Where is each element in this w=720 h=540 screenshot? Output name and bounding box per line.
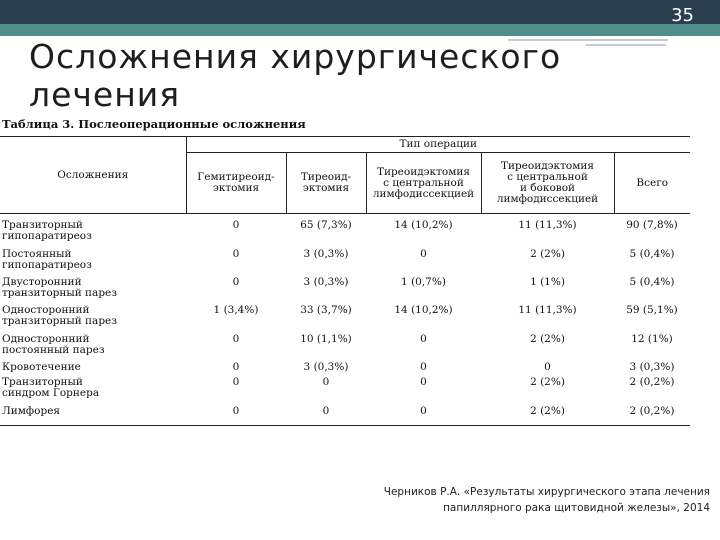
table-cell: 12 (1%) [631,332,673,345]
table-cell: 2 (0,2%) [614,406,690,426]
table-cell: 14 (10,2%) [394,303,453,316]
column-header: Тиреоид- эктомия [286,153,366,214]
table-cell: 0 [286,406,366,426]
table-cell: 0 [232,375,240,388]
table-cell: 0 [232,360,240,373]
complication-name: Односторонний постоянный парез [2,332,105,356]
table-cell: 5 (0,4%) [629,247,675,260]
table-row [0,305,690,334]
row-header: Осложнения [0,137,186,214]
table-cell: 2 (2%) [481,406,614,426]
table-cell: 0 [366,406,481,426]
table-cell: 2 (0,2%) [629,375,675,388]
table-cell: 3 (0,3%) [303,275,349,288]
table-cell: 33 (3,7%) [300,303,352,316]
complication-name: Лимфорея [0,406,186,426]
table-cell: 90 (7,8%) [626,219,678,231]
accent-band [0,24,720,36]
table-cell: 0 [232,247,240,260]
table-cell: 3 (0,3%) [303,247,349,260]
table-row [0,406,690,426]
table-cell: 10 (1,1%) [300,332,352,345]
table-cell: 0 [544,360,551,373]
slide-number: 35 [671,5,694,26]
table-cell: 0 [420,360,427,373]
table-cell: 0 [186,406,286,426]
table-cell: 0 [322,375,330,388]
table-cell: 14 (10,2%) [394,219,453,231]
group-header: Тип операции [186,137,690,153]
column-header: Гемитиреоид- эктомия [186,153,286,214]
table-row [0,377,690,406]
table-cell: 1 (1%) [530,275,565,288]
table-cell: 2 (2%) [530,332,565,345]
table-cell: 65 (7,3%) [300,219,352,231]
table-cell: 0 [420,332,427,345]
complication-name: Кровотечение [2,360,81,373]
table-cell: 0 [420,247,427,260]
table-row [0,277,690,305]
table-cell: 3 (0,3%) [303,360,349,373]
column-header: Тиреоидэктомия с центральной лимфодиссекцией [366,153,481,214]
slide-title: Осложнения хирургического лечения [29,37,562,114]
table-cell: 0 [232,275,240,288]
complication-name: Транзиторный гипопаратиреоз [2,219,92,242]
complication-name: Постоянный гипопаратиреоз [2,247,92,271]
header-band [0,0,720,24]
table-caption: Таблица 3. Послеоперационные осложнения [2,117,306,131]
table-cell: 11 (11,3%) [518,303,577,316]
table-cell: 2 (2%) [530,247,565,260]
table-cell: 59 (5,1%) [626,303,678,316]
table-row [0,214,690,249]
table-cell: 5 (0,4%) [629,275,675,288]
table-cell: 2 (2%) [530,375,565,388]
column-header: Тиреоидэктомия с центральной и боковой лимфодиссекцией [481,153,614,214]
complication-name: Двусторонний транзиторный парез [2,275,117,299]
complications-table [0,136,690,426]
table-cell: 3 (0,3%) [629,360,675,373]
complication-name: Транзиторный синдром Горнера [2,375,100,399]
complication-name: Односторонний транзиторный парез [2,303,117,327]
table-cell: 0 [232,332,240,345]
table-row [0,249,690,277]
table-row [0,334,690,362]
table-cell: 0 [420,375,427,388]
table-row [0,362,690,377]
citation: Черников Р.А. «Результаты хирургического этапа лечения папиллярного рака щитовидной железы», 2014 [383,486,710,514]
column-header: Всего [614,153,690,214]
table-cell: 1 (3,4%) [213,303,259,316]
table-cell: 1 (0,7%) [401,275,446,288]
table-cell: 0 [232,219,240,231]
table-cell: 11 (11,3%) [518,219,577,231]
